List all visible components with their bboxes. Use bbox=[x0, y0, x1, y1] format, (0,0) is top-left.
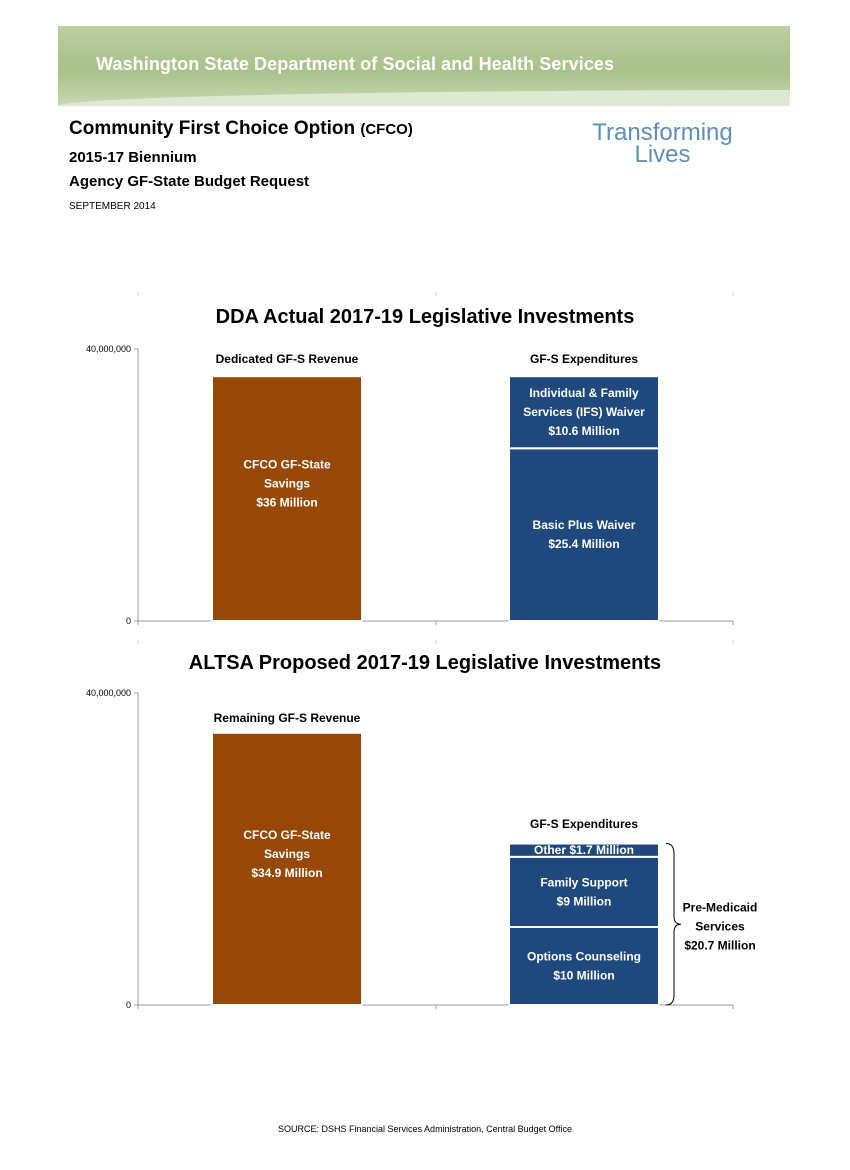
logo-line-1: Transforming bbox=[592, 119, 733, 146]
logo-line-2: Lives bbox=[634, 141, 691, 168]
chart-1-bar-2-segment-2-label-line-2: Services (IFS) Waiver bbox=[523, 405, 645, 420]
chart-2-bar-2-segment-2-label-line-2: $9 Million bbox=[556, 894, 612, 909]
chart-2-bar-2-segment-1-label-line-1: Options Counseling bbox=[527, 949, 641, 964]
document-date: SEPTEMBER 2014 bbox=[69, 201, 156, 212]
chart-2-bar-1-segment-1-label-line-1: CFCO GF-State bbox=[243, 827, 331, 842]
document-title-text: Community First Choice Option bbox=[69, 118, 356, 139]
chart-2-bar-2-segment-2-label-line-1: Family Support bbox=[540, 875, 628, 890]
chart-2-category-label-2: GF-S Expenditures bbox=[529, 817, 639, 831]
chart-1-bar-1-segment-1-label-line-1: CFCO GF-State bbox=[243, 457, 331, 472]
chart-2-brace-label-line-2: Services bbox=[695, 919, 745, 934]
biennium: 2015-17 Biennium bbox=[69, 149, 197, 166]
document-title-abbr: (CFCO) bbox=[360, 121, 413, 138]
chart-2-bar-2-segment-1-label-line-2: $10 Million bbox=[553, 968, 615, 983]
chart-2-bar-2-segment-3-label-line-1: Other $1.7 Million bbox=[533, 843, 635, 858]
chart-2-category-label-1: Remaining GF-S Revenue bbox=[213, 711, 361, 725]
chart-2-y-tick-label-max: 40,000,000 bbox=[85, 688, 131, 698]
source-note: SOURCE: DSHS Financial Services Administration, Central Budget Office bbox=[278, 1124, 572, 1134]
chart-2-bar-2-segment-1 bbox=[509, 927, 659, 1005]
budget-request: Agency GF-State Budget Request bbox=[69, 173, 310, 190]
chart-1-y-tick-label-max: 40,000,000 bbox=[85, 344, 131, 354]
chart-1-bar-1-segment-1-label-line-3: $36 Million bbox=[256, 495, 318, 510]
chart-1-bar-1-segment-1-label-line-2: Savings bbox=[263, 476, 311, 491]
chart-1-bar-2-segment-1 bbox=[509, 448, 659, 621]
chart-1-bar-2-segment-1-label-line-1: Basic Plus Waiver bbox=[532, 518, 636, 533]
chart-2-title: ALTSA Proposed 2017-19 Legislative Investments bbox=[188, 652, 662, 674]
chart-1-y-tick-label-min: 0 bbox=[125, 616, 131, 626]
chart-2-brace bbox=[666, 844, 681, 1005]
chart-1-category-label-1: Dedicated GF-S Revenue bbox=[215, 352, 359, 366]
chart-1-title: DDA Actual 2017-19 Legislative Investments bbox=[215, 306, 635, 328]
chart-1-category-label-2: GF-S Expenditures bbox=[529, 352, 639, 366]
agency-name: Washington State Department of Social and Health Services bbox=[96, 54, 615, 74]
chart-2-brace-label-line-3: $20.7 Million bbox=[684, 938, 756, 953]
chart-1-bar-2-segment-2-label-line-3: $10.6 Million bbox=[548, 424, 620, 439]
chart-2-bar-1-segment-1-label-line-2: Savings bbox=[263, 846, 311, 861]
chart-2-bar-2-segment-2 bbox=[509, 857, 659, 927]
chart-2-y-tick-label-min: 0 bbox=[125, 1000, 131, 1010]
chart-1-bar-2-segment-2-label-line-1: Individual & Family bbox=[529, 386, 639, 401]
chart-2-brace-label-line-1: Pre-Medicaid bbox=[682, 900, 758, 915]
chart-2-bar-1-segment-1-label-line-3: $34.9 Million bbox=[251, 865, 323, 880]
chart-1-bar-2-segment-1-label-line-2: $25.4 Million bbox=[548, 537, 620, 552]
